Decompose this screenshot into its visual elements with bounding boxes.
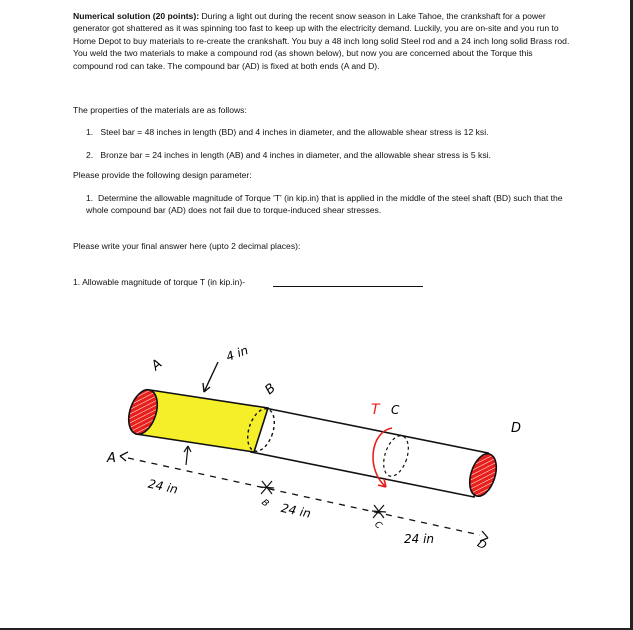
label-c-top: C — [391, 403, 400, 417]
label-24in-first: 24 in — [146, 476, 180, 497]
property-number: 2. — [86, 150, 94, 160]
question-text: Determine the allowable magnitude of Torque 'T' (in kip.in) that is applied in the middle of the steel shaft (BD) such that the whole compound bar (AD) does not fail due to torque-induced shear stresses. — [86, 193, 563, 216]
label-b-top: B — [262, 380, 279, 399]
final-answer-prompt: Please write your final answer here (upto 2 decimal places): — [73, 241, 301, 251]
label-c-bottom: C — [372, 519, 384, 532]
label-b-bottom: B — [259, 497, 271, 510]
design-heading: Please provide the following design parameter: — [73, 170, 252, 180]
brass-bottom-arrow — [184, 446, 191, 465]
label-t: T — [371, 402, 380, 418]
answer-label: 1. Allowable magnitude of torque T (in kip.in)- — [73, 277, 246, 287]
label-24in-third: 24 in — [404, 532, 435, 546]
properties-heading: The properties of the materials are as follows: — [73, 105, 247, 115]
property-text: Bronze bar = 24 inches in length (AB) and 4 inches in diameter, and the allowable shear stress is 5 ksi. — [100, 150, 491, 160]
property-number: 1. — [86, 127, 94, 137]
problem-title: Numerical solution (20 points): — [73, 11, 200, 21]
label-a-left: A — [107, 451, 116, 466]
property-text: Steel bar = 48 inches in length (BD) and 4 inches in diameter, and the allowable shear stress is 12 ksi. — [100, 127, 489, 137]
label-4in: 4 in — [224, 343, 251, 364]
diameter-arrow — [203, 362, 218, 392]
label-d-bottom: D — [475, 536, 489, 553]
label-d: D — [511, 421, 522, 436]
problem-body: During a light out during the recent snow season in Lake Tahoe, the crankshaft for a power generator got shattered as it was spinning too fast to keep up with the electricity demand. Luckily, you are on-site and you run to Home Depot to buy materials to re-create the crankshaft. You buy a 48 inch long solid Steel rod and a 24 inch long solid Brass rod. You weld the two materials to make a compound rod (as shown below), but now you are concerned about the Torque this compound rod can take. The compound bar (AD) is fixed at both ends (A and D). — [73, 11, 570, 71]
steel-shaft — [251, 408, 488, 497]
label-24in-second: 24 in — [279, 500, 313, 521]
question-number: 1. — [86, 193, 94, 203]
label-a-top: A — [148, 356, 166, 374]
